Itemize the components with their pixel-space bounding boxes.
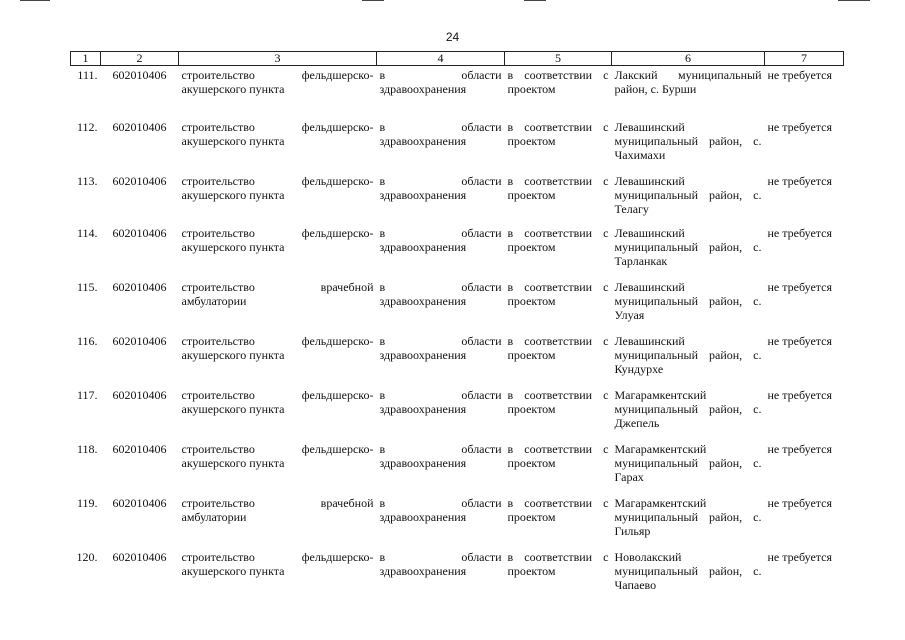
scan-top-line-mid2 bbox=[524, 0, 546, 1]
row-number: 115. bbox=[76, 280, 98, 294]
row-location: Магарамкентский муниципальный район, с. Гильяр bbox=[614, 496, 762, 538]
row-basis: в соответствии с проектом bbox=[507, 442, 609, 470]
row-object: строительство фельдшерско-акушерского пункта bbox=[181, 120, 374, 148]
row-object: строительство фельдшерско-акушерского пункта bbox=[181, 174, 374, 202]
scan-top-line-right bbox=[838, 0, 870, 1]
row-need: не требуется bbox=[767, 280, 833, 294]
row-need: не требуется bbox=[767, 496, 833, 510]
row-area: в области здравоохранения bbox=[379, 120, 502, 148]
row-basis: в соответствии с проектом bbox=[507, 120, 609, 148]
row-number: 119. bbox=[76, 496, 98, 510]
row-code: 602010406 bbox=[112, 334, 167, 348]
row-need: не требуется bbox=[767, 120, 833, 134]
row-basis: в соответствии с проектом bbox=[507, 550, 609, 578]
row-location: Магарамкентский муниципальный район, с. Гарах bbox=[614, 442, 762, 484]
row-area: в области здравоохранения bbox=[379, 442, 502, 470]
row-object: строительство фельдшерско-акушерского пункта bbox=[181, 226, 374, 254]
table-row bbox=[71, 224, 844, 278]
row-area: в области здравоохранения bbox=[379, 388, 502, 416]
row-object: строительство фельдшерско-акушерского пункта bbox=[181, 68, 374, 96]
row-code: 602010406 bbox=[112, 442, 167, 456]
page-number: 24 bbox=[445, 30, 460, 44]
row-area: в области здравоохранения bbox=[379, 174, 502, 202]
scan-top-line-mid1 bbox=[362, 0, 384, 1]
row-need: не требуется bbox=[767, 334, 833, 348]
row-object: строительство врачебной амбулатории bbox=[181, 496, 374, 524]
row-number: 120. bbox=[76, 550, 98, 564]
table-row bbox=[71, 386, 844, 440]
row-basis: в соответствии с проектом bbox=[507, 334, 609, 362]
row-need: не требуется bbox=[767, 174, 833, 188]
row-need: не требуется bbox=[767, 388, 833, 402]
row-need: не требуется bbox=[767, 550, 833, 564]
column-header: 1 bbox=[71, 52, 101, 66]
row-location: Левашинский муниципальный район, с. Тарланкак bbox=[614, 226, 762, 268]
row-code: 602010406 bbox=[112, 174, 167, 188]
column-header: 3 bbox=[179, 52, 377, 66]
row-need: не требуется bbox=[767, 68, 833, 82]
row-area: в области здравоохранения bbox=[379, 68, 502, 96]
table-row bbox=[71, 118, 844, 172]
column-header: 7 bbox=[765, 52, 844, 66]
row-code: 602010406 bbox=[112, 496, 167, 510]
row-number: 117. bbox=[76, 388, 98, 402]
row-code: 602010406 bbox=[112, 68, 167, 82]
row-code: 602010406 bbox=[112, 120, 167, 134]
row-object: строительство фельдшерско-акушерского пункта bbox=[181, 550, 374, 578]
row-code: 602010406 bbox=[112, 226, 167, 240]
table-row bbox=[71, 494, 844, 548]
row-object: строительство фельдшерско-акушерского пункта bbox=[181, 442, 374, 470]
scan-top-line-left bbox=[20, 0, 50, 1]
row-code: 602010406 bbox=[112, 550, 167, 564]
row-area: в области здравоохранения bbox=[379, 226, 502, 254]
row-area: в области здравоохранения bbox=[379, 334, 502, 362]
row-location: Новолакский муниципальный район, с. Чапаево bbox=[614, 550, 762, 592]
row-area: в области здравоохранения bbox=[379, 550, 502, 578]
column-header: 5 bbox=[505, 52, 612, 66]
table-row bbox=[71, 548, 844, 602]
column-header: 6 bbox=[612, 52, 765, 66]
table-row bbox=[71, 66, 844, 119]
row-object: строительство фельдшерско-акушерского пункта bbox=[181, 334, 374, 362]
row-number: 113. bbox=[76, 174, 98, 188]
row-number: 116. bbox=[76, 334, 98, 348]
row-basis: в соответствии с проектом bbox=[507, 496, 609, 524]
column-header: 2 bbox=[101, 52, 179, 66]
row-basis: в соответствии с проектом bbox=[507, 388, 609, 416]
column-number-row bbox=[71, 52, 844, 66]
row-area: в области здравоохранения bbox=[379, 280, 502, 308]
row-object: строительство врачебной амбулатории bbox=[181, 280, 374, 308]
table-row bbox=[71, 332, 844, 386]
row-basis: в соответствии с проектом bbox=[507, 226, 609, 254]
row-area: в области здравоохранения bbox=[379, 496, 502, 524]
row-need: не требуется bbox=[767, 442, 833, 456]
row-location: Левашинский муниципальный район, с. Кундурхе bbox=[614, 334, 762, 376]
row-code: 602010406 bbox=[112, 388, 167, 402]
table-row bbox=[71, 278, 844, 332]
row-number: 111. bbox=[77, 68, 98, 82]
column-header: 4 bbox=[377, 52, 505, 66]
row-location: Магарамкентский муниципальный район, с. Джепель bbox=[614, 388, 762, 430]
row-number: 114. bbox=[76, 226, 98, 240]
row-number: 112. bbox=[76, 120, 98, 134]
row-number: 118. bbox=[76, 442, 98, 456]
row-basis: в соответствии с проектом bbox=[507, 280, 609, 308]
row-code: 602010406 bbox=[112, 280, 167, 294]
row-location: Левашинский муниципальный район, с. Улуая bbox=[614, 280, 762, 322]
row-location: Левашинский муниципальный район, с. Телагу bbox=[614, 174, 762, 216]
row-basis: в соответствии с проектом bbox=[507, 174, 609, 202]
table-row bbox=[71, 172, 844, 224]
table-row bbox=[71, 440, 844, 494]
row-need: не требуется bbox=[767, 226, 833, 240]
row-location: Лакский муниципальный район, с. Бурши bbox=[614, 68, 762, 96]
row-basis: в соответствии с проектом bbox=[507, 68, 609, 96]
document-table bbox=[70, 51, 844, 602]
row-location: Левашинский муниципальный район, с. Чахимахи bbox=[614, 120, 762, 162]
row-object: строительство фельдшерско-акушерского пункта bbox=[181, 388, 374, 416]
